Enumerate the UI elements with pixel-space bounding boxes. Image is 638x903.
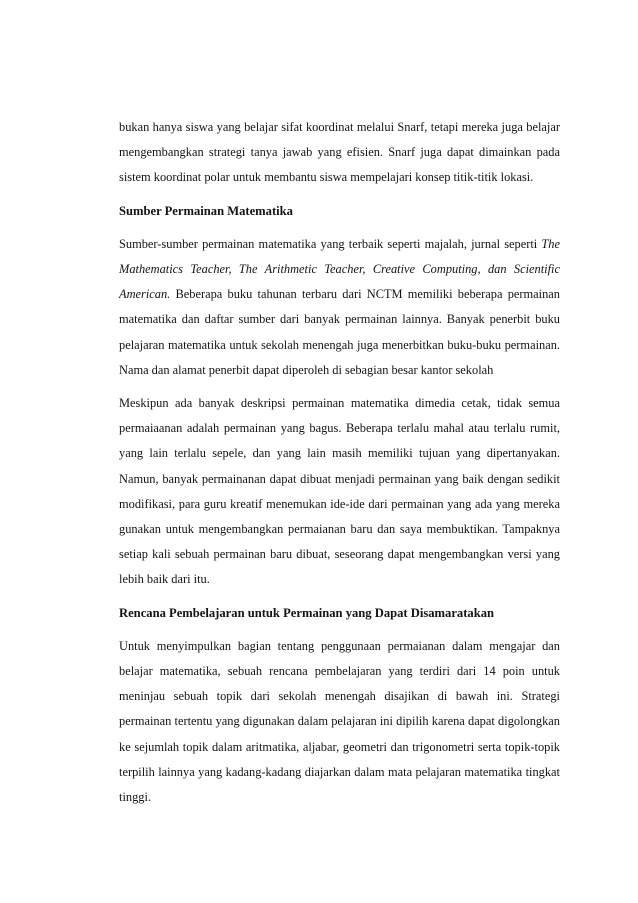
paragraph-game-quality: Meskipun ada banyak deskripsi permainan matematika dimedia cetak, tidak semua permaiaanan adalah permainan yang bagus. Beberapa terlalu mahal atau terlalu rumit, yang lain terlalu sepele, dan yang lain masih memiliki tujuan yang dipertanyakan. Namun, banyak permainanan dapat dibuat menjadi permainan yang baik dengan sedikit modifikasi, para guru kreatif menemukan ide-ide dari permainan yang ada yang mereka gunakan untuk mengembangkan permaianan baru dan saya membuktikan. Tampaknya setiap kali sebuah permainan baru dibuat, seseorang dapat mengembangkan versi yang lebih baik dari itu. — [119, 396, 560, 587]
document-body — [119, 115, 560, 818]
paragraph-sources-intro: Sumber-sumber permainan matematika yang terbaik seperti majalah, jurnal seperti — [119, 236, 542, 251]
journal-titles: The Mathematics Teacher, The Arithmetic Teacher, Creative Computing, dan Scientific American. — [119, 236, 560, 302]
paragraph-sources — [119, 232, 560, 383]
paragraph-snarf: bukan hanya siswa yang belajar sifat koordinat melalui Snarf, tetapi mereka juga belajar mengembangkan strategi tanya jawab yang efisien. Snarf juga dapat dimainkan pada sistem koordinat polar untuk membantu siswa mempelajari konsep titik-titik lokasi. — [119, 120, 560, 185]
paragraph-sources-rest: Beberapa buku tahunan terbaru dari NCTM memiliki beberapa permainan matematika dan daftar sumber dari banyak permainan lainnya. Banyak penerbit buku pelajaran matematika untuk sekolah menengah juga menerbitkan buku-buku permainan. Nama dan alamat penerbit dapat diperoleh di sebagian besar kantor sekolah — [119, 287, 560, 377]
section-heading-lesson-plan: Rencana Pembelajaran untuk Permainan yang Dapat Disamaratakan — [119, 605, 495, 620]
section-heading-sources: Sumber Permainan Matematika — [119, 203, 293, 218]
paragraph-lesson-plan: Untuk menyimpulkan bagian tentang penggunaan permaianan dalam mengajar dan belajar matematika, sebuah rencana pembelajaran yang terdiri dari 14 poin untuk meninjau sebuah topik dari sekolah menengah disajikan di bawah ini. Strategi permainan tertentu yang digunakan dalam pelajaran ini dipilih karena dapat digolongkan ke sejumlah topik dalam aritmatika, aljabar, geometri dan trigonometri serta topik-topik terpilih lainnya yang kadang-kadang diajarkan dalam mata pelajaran matematika tingkat tinggi. — [119, 638, 560, 805]
